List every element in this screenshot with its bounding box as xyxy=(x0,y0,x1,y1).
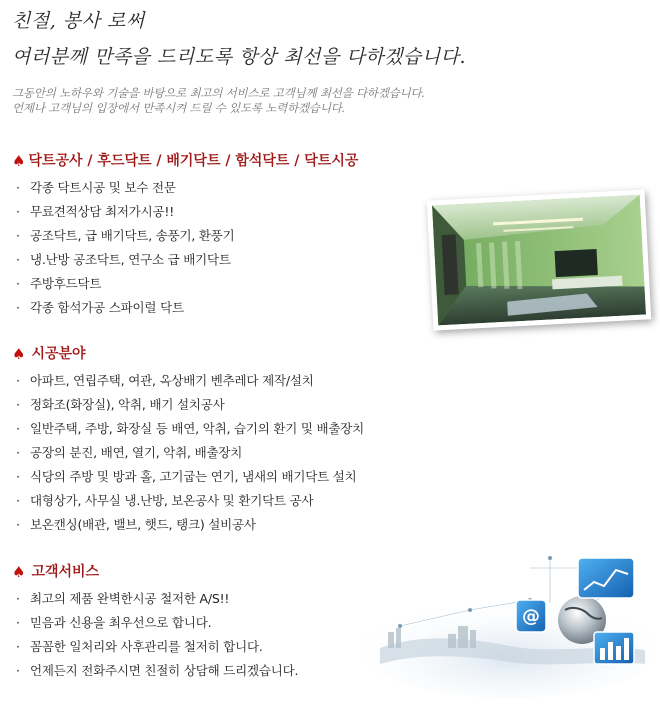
svg-text:@: @ xyxy=(522,606,540,627)
list-item: · 공조닥트, 급 배기닥트, 송풍기, 환풍기 xyxy=(12,224,358,248)
list-item: · 각종 닥트시공 및 보수 전문 xyxy=(12,176,358,200)
bullet: · xyxy=(16,639,20,654)
list-item: · 꼼꼼한 일처리와 사후관리를 철저히 합니다. xyxy=(12,635,298,659)
bullet: · xyxy=(16,615,20,630)
list-item: · 냉.난방 공조닥트, 연구소 급 배기닥트 xyxy=(12,248,358,272)
section-title xyxy=(12,562,298,582)
bullet: · xyxy=(16,276,20,291)
list-item: · 믿음과 신용을 최우선으로 합니다. xyxy=(12,611,298,635)
bullet: · xyxy=(16,180,20,195)
list-item: · 언제든지 전화주시면 친절히 상담해 드리겠습니다. xyxy=(12,659,298,683)
list-item: · 주방후드닥트 xyxy=(12,272,358,296)
section-title xyxy=(12,344,364,364)
intro-text xyxy=(12,86,425,116)
list-item: · 각종 함석가공 스파이럴 닥트 xyxy=(12,296,358,320)
bullet: · xyxy=(16,421,20,436)
intro-line-2: 언제나 고객님의 입장에서 만족시켜 드릴 수 있도록 노력하겠습니다. xyxy=(12,101,346,115)
list-item: · 정화조(화장실), 악취, 배기 설치공사 xyxy=(12,393,364,417)
list-item: · 공장의 분진, 배연, 열기, 악취, 배출장치 xyxy=(12,441,364,465)
bullet: · xyxy=(16,445,20,460)
bullet: · xyxy=(16,300,20,315)
spade-icon: ♠ xyxy=(12,152,26,170)
bullet: · xyxy=(16,517,20,532)
bullet: · xyxy=(16,204,20,219)
section-customer-service xyxy=(12,562,298,683)
list-item: · 최고의 제품 완벽한시공 철저한 A/S!! xyxy=(12,587,298,611)
bullet: · xyxy=(16,397,20,412)
list-item: · 일반주택, 주방, 화장실 등 배연, 악취, 습기의 환기 및 배출장치 xyxy=(12,417,364,441)
bullet: · xyxy=(16,663,20,678)
interior-room-image xyxy=(432,195,646,326)
list-item: · 대형상가, 사무실 냉.난방, 보온공사 및 환기닥트 공사 xyxy=(12,489,364,513)
bullet: · xyxy=(16,469,20,484)
spade-icon: ♠ xyxy=(12,345,26,363)
list-item: · 보온캔싱(배관, 밸브, 햇드, 탱크) 설비공사 xyxy=(12,513,364,537)
list-item: · 무료견적상담 최저가시공!! xyxy=(12,200,358,224)
section-construction-fields xyxy=(12,344,364,537)
slogan-line-2: 여러분께 만족을 드리도록 항상 최선을 다하겠습니다. xyxy=(12,46,467,68)
slogan-line-1: 친절, 봉사 로써 xyxy=(12,10,145,32)
bullet: · xyxy=(16,373,20,388)
bullet: · xyxy=(16,493,20,508)
spade-icon: ♠ xyxy=(12,563,26,581)
bullet: · xyxy=(16,228,20,243)
network-globe-graphic xyxy=(360,548,655,698)
monitor-chart-icon xyxy=(578,558,634,598)
section-duct-work xyxy=(12,151,358,320)
list-item: · 아파트, 연립주택, 여관, 옥상배기 벤추레다 제작/설치 xyxy=(12,369,364,393)
section-title-text: 고객서비스 xyxy=(31,564,100,580)
list-item: · 식당의 주방 및 방과 홀, 고기굽는 연기, 냄새의 배기닥트 설치 xyxy=(12,465,364,489)
bullet: · xyxy=(16,591,20,606)
section-title xyxy=(12,151,358,171)
interior-photo xyxy=(427,189,652,330)
bar-chart-icon xyxy=(594,632,634,664)
at-sign-icon xyxy=(516,600,546,632)
bullet: · xyxy=(16,252,20,267)
intro-line-1: 그동안의 노하우와 기술을 바탕으로 최고의 서비스로 고객님께 최선을 다하겠습니다. xyxy=(12,86,425,100)
section-title-text: 닥트공사 / 후드닥트 / 배기닥트 / 함석닥트 / 닥트시공 xyxy=(28,153,359,169)
section-title-text: 시공분야 xyxy=(31,346,86,362)
